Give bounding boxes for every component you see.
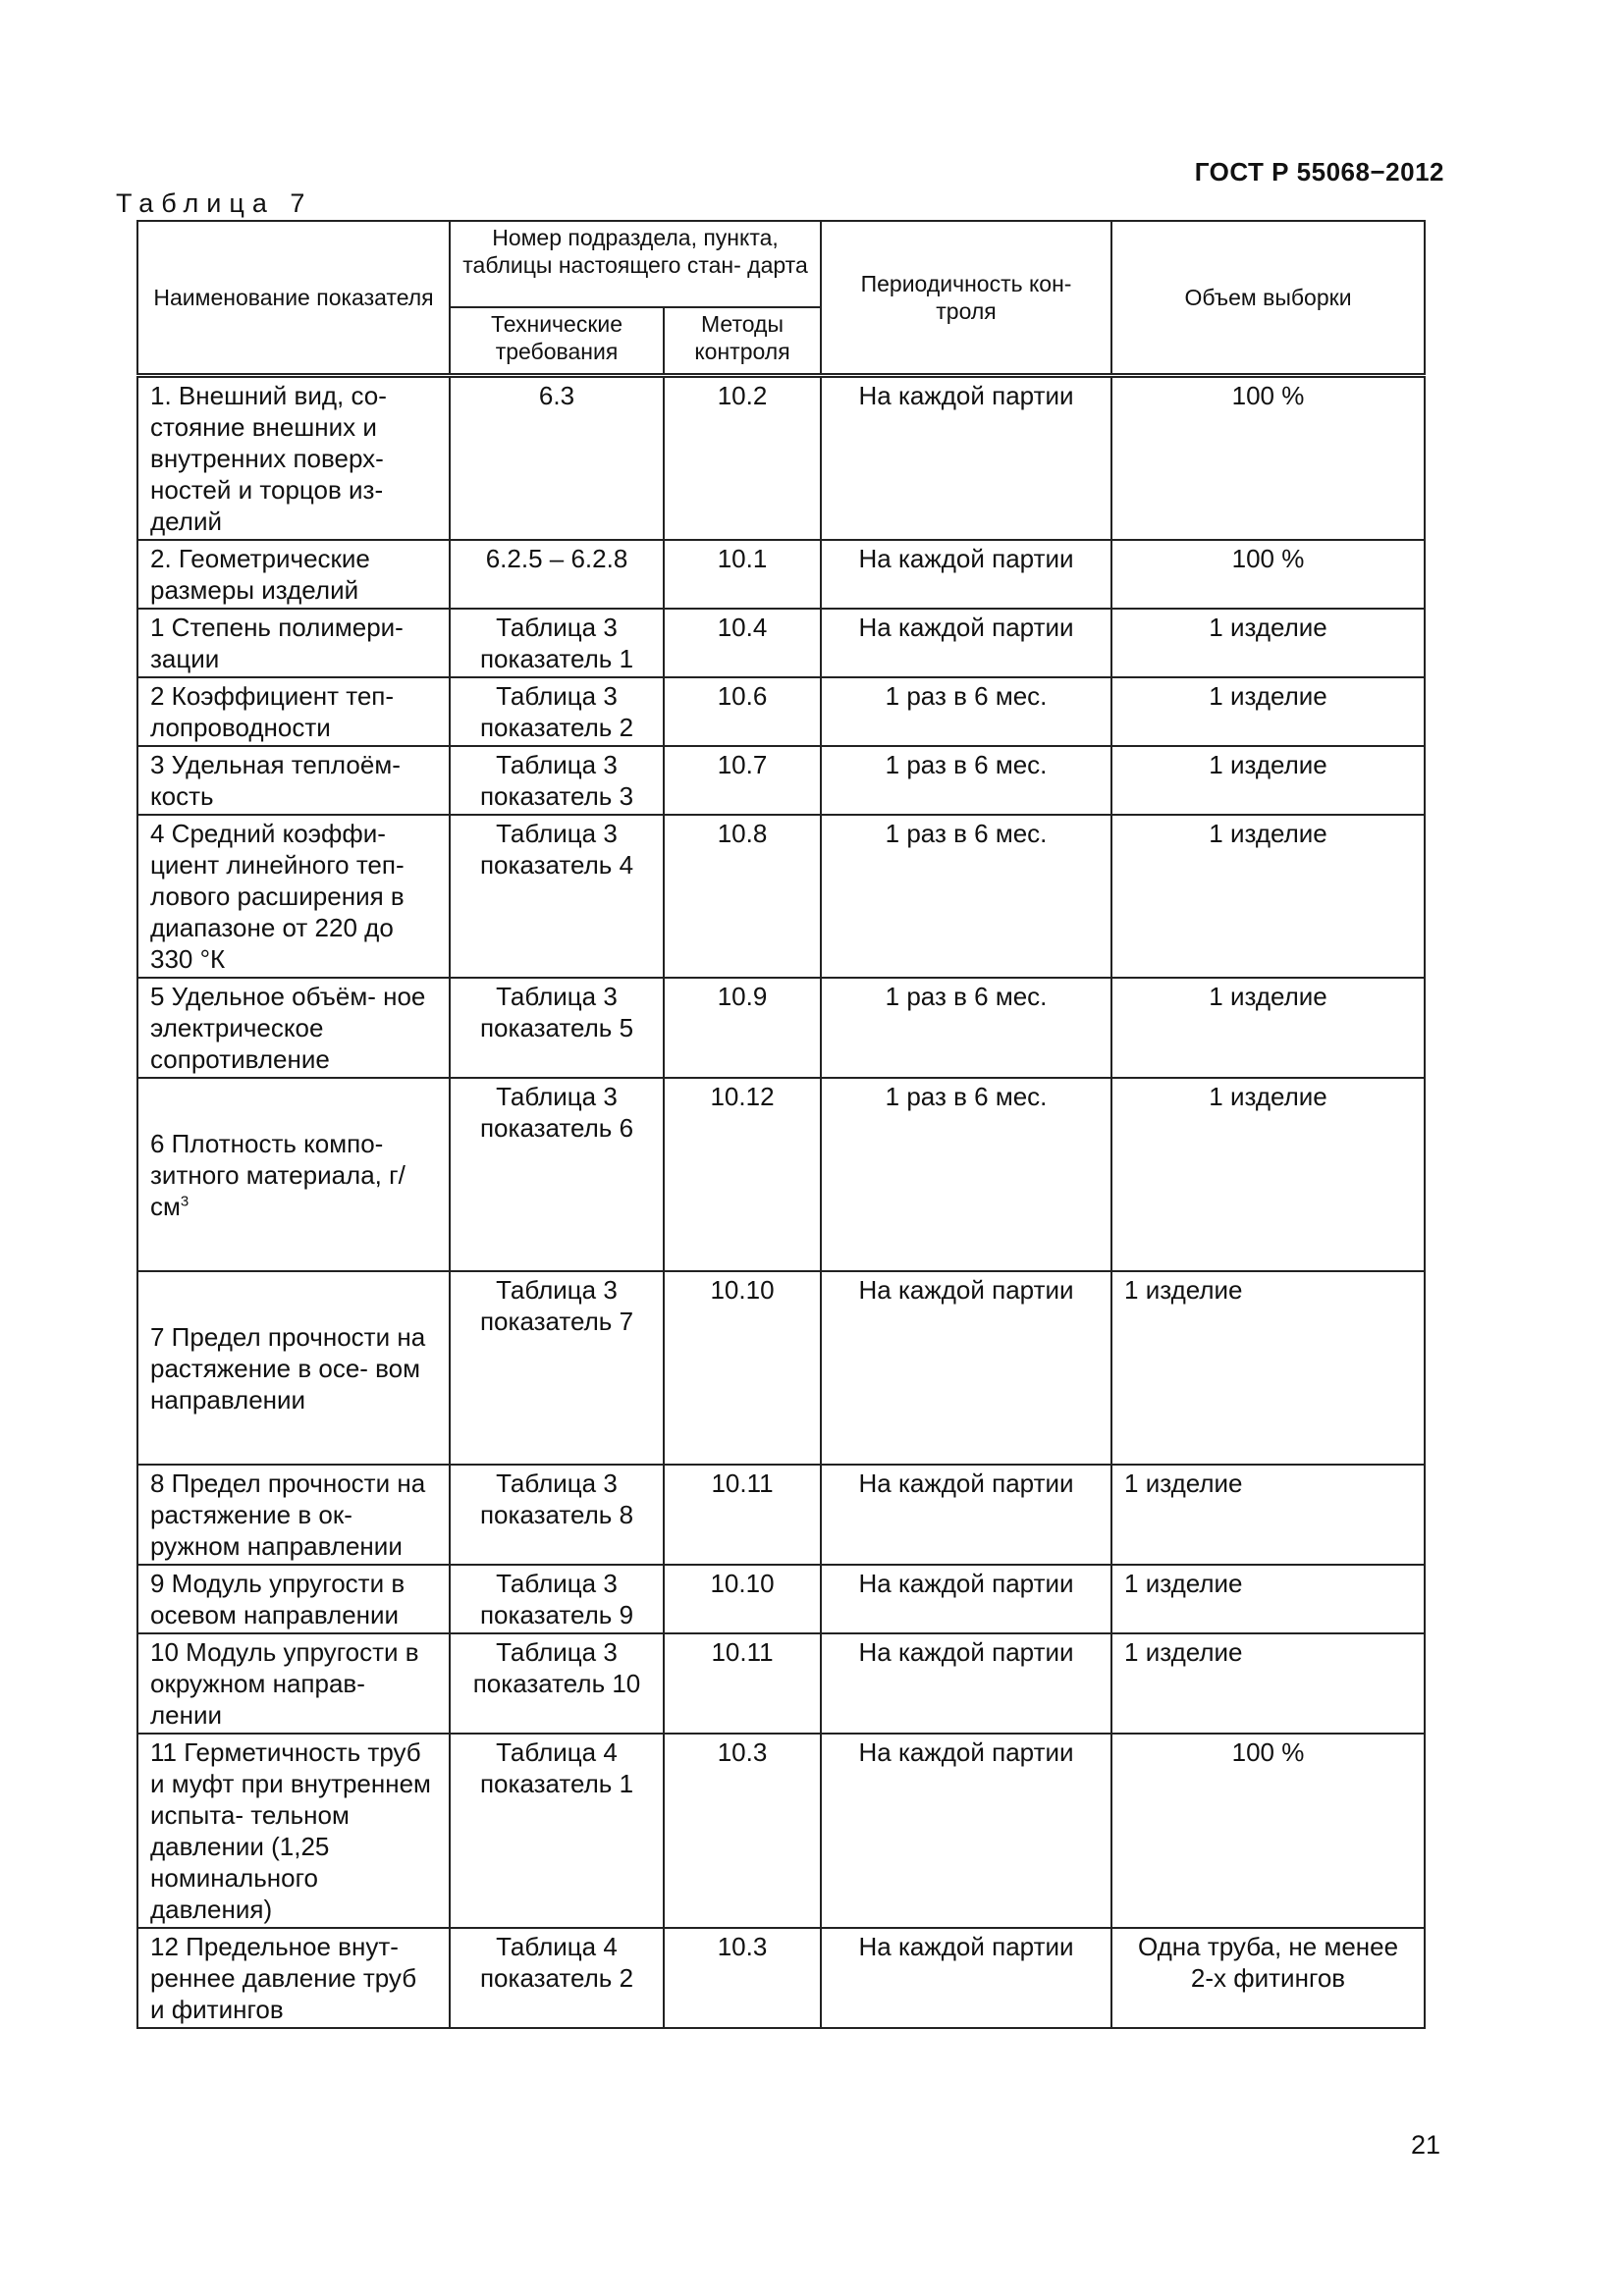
cell-name: 9 Модуль упругости в осевом направлении xyxy=(137,1565,450,1633)
cell-req: Таблица 3 показатель 3 xyxy=(450,746,664,815)
cell-method: 10.10 xyxy=(664,1565,821,1633)
cell-method: 10.4 xyxy=(664,609,821,677)
cell-period: На каждой партии xyxy=(821,1734,1111,1928)
cell-req: Таблица 3 показатель 7 xyxy=(450,1271,664,1465)
col-header-periodicity: Периодичность кон- троля xyxy=(821,221,1111,376)
table-row xyxy=(137,746,1425,815)
cell-method: 10.11 xyxy=(664,1633,821,1734)
cell-req: Таблица 3 показатель 8 xyxy=(450,1465,664,1565)
table-row xyxy=(137,1465,1425,1565)
cell-name-text: 6 Плотность компо- зитного материала, г/см xyxy=(150,1128,406,1221)
cell-period: На каждой партии xyxy=(821,1928,1111,2028)
cell-sample: 1 изделие xyxy=(1111,815,1425,978)
cell-req: Таблица 3 показатель 1 xyxy=(450,609,664,677)
cell-req: Таблица 4 показатель 1 xyxy=(450,1734,664,1928)
cell-name: 7 Предел прочности на растяжение в осе- вом направлении xyxy=(137,1271,450,1465)
cell-req: 6.3 xyxy=(450,376,664,541)
cell-name: 8 Предел прочности на растяжение в ок- ружном направлении xyxy=(137,1465,450,1565)
cell-req: Таблица 3 показатель 6 xyxy=(450,1078,664,1271)
col-header-sample: Объем выборки xyxy=(1111,221,1425,376)
table-row xyxy=(137,609,1425,677)
cell-method: 10.3 xyxy=(664,1734,821,1928)
cell-period: На каждой партии xyxy=(821,376,1111,541)
cell-sample: 100 % xyxy=(1111,376,1425,541)
cell-sample: 1 изделие xyxy=(1111,978,1425,1078)
cell-name: 1 Степень полимери- зации xyxy=(137,609,450,677)
col-header-test-methods: Методы контроля xyxy=(664,307,821,376)
table-label: Таблица 7 xyxy=(116,188,313,218)
cell-req: Таблица 4 показатель 2 xyxy=(450,1928,664,2028)
cell-sample: 100 % xyxy=(1111,540,1425,609)
table-row xyxy=(137,376,1425,541)
cell-name: 1. Внешний вид, со- стояние внешних и внутренних поверх- ностей и торцов из- делий xyxy=(137,376,450,541)
cell-name: 3 Удельная теплоём- кость xyxy=(137,746,450,815)
cell-period: На каждой партии xyxy=(821,1271,1111,1465)
table-row xyxy=(137,978,1425,1078)
cell-period: 1 раз в 6 мес. xyxy=(821,677,1111,746)
cell-name: 10 Модуль упругости в окружном направ- лении xyxy=(137,1633,450,1734)
table-row xyxy=(137,1565,1425,1633)
table-row xyxy=(137,1633,1425,1734)
col-header-section-group: Номер подраздела, пункта, таблицы настоящего стан- дарта xyxy=(450,221,821,307)
cell-sample: 1 изделие xyxy=(1111,1078,1425,1271)
table-row xyxy=(137,540,1425,609)
table-row xyxy=(137,815,1425,978)
cell-method: 10.7 xyxy=(664,746,821,815)
cell-method: 10.10 xyxy=(664,1271,821,1465)
cell-period: На каждой партии xyxy=(821,540,1111,609)
cell-name xyxy=(137,1078,450,1271)
cell-period: На каждой партии xyxy=(821,1633,1111,1734)
cell-sample: 1 изделие xyxy=(1111,677,1425,746)
cell-name: 2. Геометрические размеры изделий xyxy=(137,540,450,609)
cell-period: 1 раз в 6 мес. xyxy=(821,815,1111,978)
cell-sample: Одна труба, не менее 2-х фитингов xyxy=(1111,1928,1425,2028)
cell-req: Таблица 3 показатель 4 xyxy=(450,815,664,978)
standard-number: ГОСТ Р 55068−2012 xyxy=(1194,157,1444,187)
cell-period: На каждой партии xyxy=(821,1465,1111,1565)
cell-name: 4 Средний коэффи- циент линейного теп- лового расширения в диапазоне от 220 до 330 °К xyxy=(137,815,450,978)
cell-period: 1 раз в 6 мес. xyxy=(821,1078,1111,1271)
cell-name: 11 Герметичность труб и муфт при внутреннем испыта- тельном давлении (1,25 номинального давления) xyxy=(137,1734,450,1928)
cell-name: 2 Коэффициент теп- лопроводности xyxy=(137,677,450,746)
cell-req: Таблица 3 показатель 5 xyxy=(450,978,664,1078)
cell-period: 1 раз в 6 мес. xyxy=(821,746,1111,815)
cell-period: На каждой партии xyxy=(821,1565,1111,1633)
inspection-table xyxy=(136,220,1426,2029)
cell-method: 10.6 xyxy=(664,677,821,746)
cell-req: 6.2.5 – 6.2.8 xyxy=(450,540,664,609)
table-row xyxy=(137,1271,1425,1465)
col-header-tech-req: Технические требования xyxy=(450,307,664,376)
cell-method: 10.12 xyxy=(664,1078,821,1271)
cell-sample: 1 изделие xyxy=(1111,1633,1425,1734)
table-row xyxy=(137,1928,1425,2028)
cell-method: 10.3 xyxy=(664,1928,821,2028)
table-row xyxy=(137,1078,1425,1271)
page-number: 21 xyxy=(1410,2130,1440,2160)
cell-method: 10.1 xyxy=(664,540,821,609)
cell-method: 10.11 xyxy=(664,1465,821,1565)
cell-period: 1 раз в 6 мес. xyxy=(821,978,1111,1078)
cell-sample: 1 изделие xyxy=(1111,1465,1425,1565)
cell-name: 5 Удельное объём- ное электрическое сопротивление xyxy=(137,978,450,1078)
cell-period: На каждой партии xyxy=(821,609,1111,677)
cell-sample: 1 изделие xyxy=(1111,609,1425,677)
col-header-name: Наименование показателя xyxy=(137,221,450,376)
cell-sample: 100 % xyxy=(1111,1734,1425,1928)
cell-sample: 1 изделие xyxy=(1111,1271,1425,1465)
cell-req: Таблица 3 показатель 10 xyxy=(450,1633,664,1734)
cell-req: Таблица 3 показатель 2 xyxy=(450,677,664,746)
table-row xyxy=(137,677,1425,746)
cell-name: 12 Предельное внут- реннее давление труб и фитингов xyxy=(137,1928,450,2028)
superscript: 3 xyxy=(180,1192,189,1209)
cell-method: 10.9 xyxy=(664,978,821,1078)
cell-sample: 1 изделие xyxy=(1111,746,1425,815)
cell-req: Таблица 3 показатель 9 xyxy=(450,1565,664,1633)
cell-sample: 1 изделие xyxy=(1111,1565,1425,1633)
cell-method: 10.2 xyxy=(664,376,821,541)
table-row xyxy=(137,1734,1425,1928)
cell-method: 10.8 xyxy=(664,815,821,978)
